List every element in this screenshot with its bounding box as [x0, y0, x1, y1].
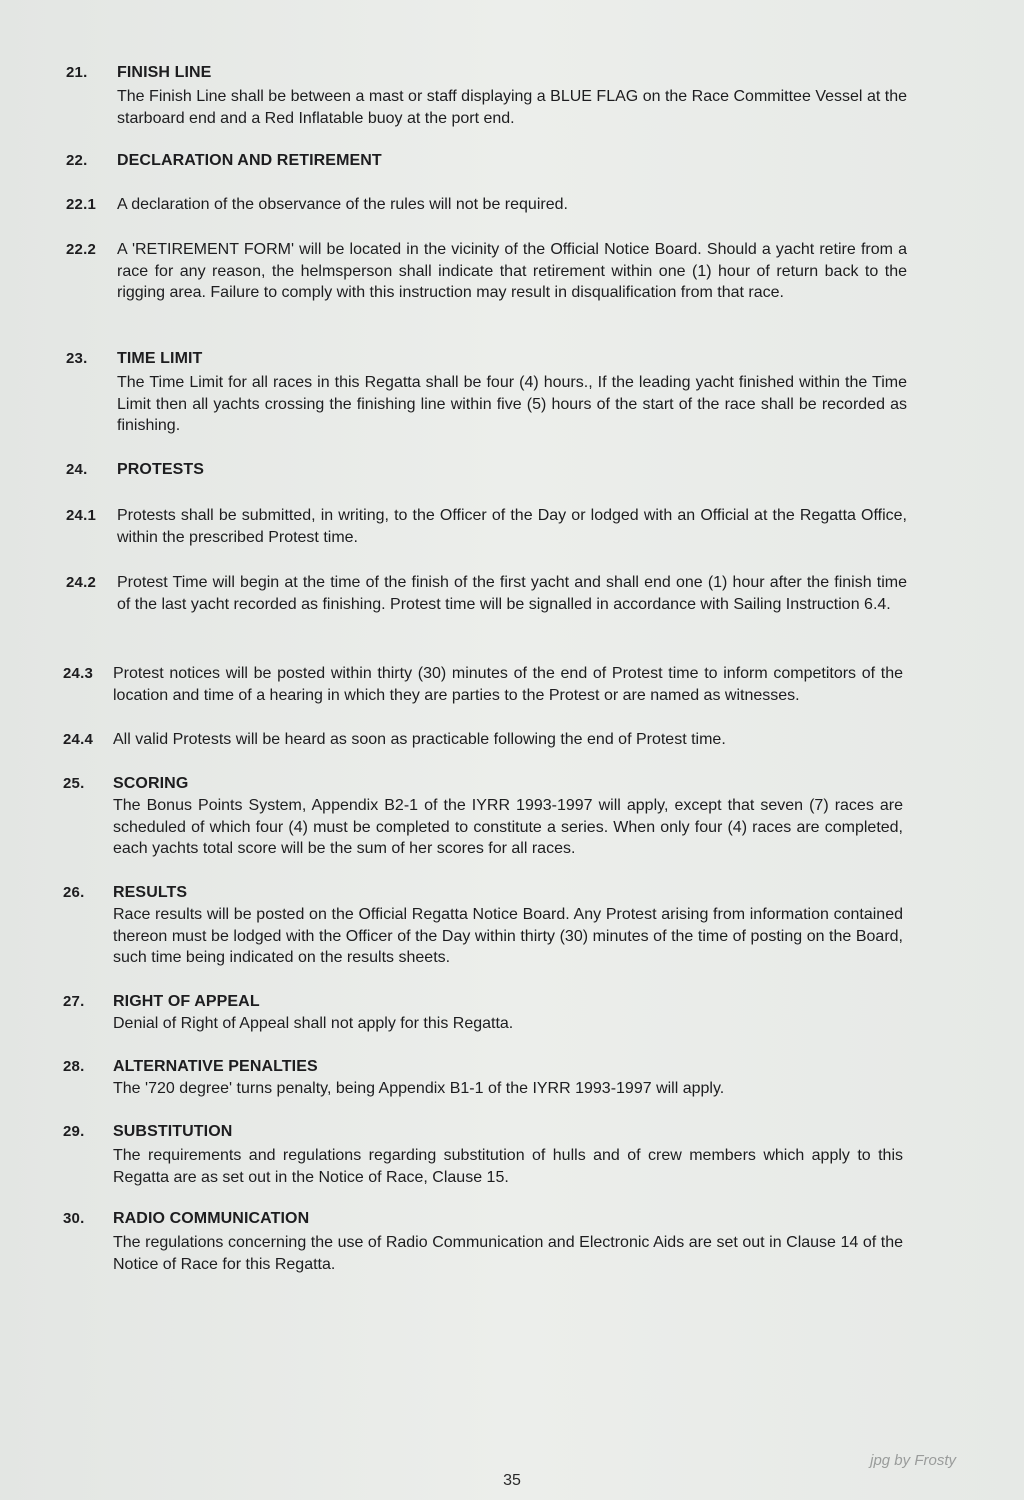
section-text: Race results will be posted on the Official Regatta Notice Board. Any Protest arising from information contained thereon must be lodged with the Officer of the Day within thirty (30) minutes of the time of posting on the Board, such time being indicated on the results sheets. [113, 906, 903, 966]
section-heading: DECLARATION AND RETIREMENT [117, 152, 382, 169]
section-text: A 'RETIREMENT FORM' will be located in the vicinity of the Official Notice Board. Should a yacht retire from a race for any reason, the helmsperson shall indicate that retirement within one (1) hour of return back to the rigging area. Failure to comply with this instruction may result in disqualification from that race. [117, 241, 907, 301]
section-number: 24.2 [66, 574, 96, 591]
section-text: Denial of Right of Appeal shall not apply for this Regatta. [113, 1015, 514, 1032]
section-heading: RESULTS [113, 884, 188, 901]
section-number: 24.1 [66, 507, 96, 524]
section-heading: SUBSTITUTION [113, 1123, 233, 1140]
section-number: 22.1 [66, 196, 96, 213]
section-number: 28. [63, 1058, 85, 1075]
section-text: The regulations concerning the use of Radio Communication and Electronic Aids are set out in Clause 14 of the Notice of Race for this Regatta. [113, 1234, 903, 1273]
section-text: A declaration of the observance of the rules will not be required. [117, 196, 568, 213]
section-number: 24.3 [63, 665, 93, 682]
section-text: The Time Limit for all races in this Regatta shall be four (4) hours., If the leading yacht finished within the Time Limit then all yachts crossing the finishing line within five (5) hours of the start of the race shall be recorded as finishing. [117, 374, 907, 434]
section-number: 22. [66, 152, 88, 169]
section-text: Protest notices will be posted within thirty (30) minutes of the end of Protest time to inform competitors of the location and time of a hearing in which they are parties to the Protest or are named as witnesses. [113, 665, 903, 704]
section-heading: SCORING [113, 775, 189, 792]
section-number: 26. [63, 884, 85, 901]
section-number: 21. [66, 64, 88, 81]
section-number: 30. [63, 1210, 85, 1227]
section-number: 27. [63, 993, 85, 1010]
section-heading: RADIO COMMUNICATION [113, 1210, 310, 1227]
section-heading: ALTERNATIVE PENALTIES [113, 1058, 318, 1075]
watermark-text: jpg by Frosty [870, 1452, 956, 1469]
section-number: 24. [66, 461, 88, 478]
section-heading: RIGHT OF APPEAL [113, 993, 260, 1010]
section-text: The Bonus Points System, Appendix B2-1 of the IYRR 1993-1997 will apply, except that seven (7) races are scheduled of which four (4) must be completed to constitute a series. When only four (4) races are completed, each yachts total score will be the sum of her scores for all races. [113, 797, 903, 857]
section-number: 29. [63, 1123, 85, 1140]
page-number: 35 [503, 1472, 521, 1489]
section-text: Protests shall be submitted, in writing, to the Officer of the Day or lodged with an Official at the Regatta Office, within the prescribed Protest time. [117, 507, 907, 546]
section-number: 24.4 [63, 731, 93, 748]
section-heading: FINISH LINE [117, 64, 212, 81]
section-heading: TIME LIMIT [117, 350, 203, 367]
section-number: 22.2 [66, 241, 96, 258]
section-text: All valid Protests will be heard as soon as practicable following the end of Protest time. [113, 731, 726, 748]
section-text: The requirements and regulations regarding substitution of hulls and of crew members which apply to this Regatta are as set out in the Notice of Race, Clause 15. [113, 1147, 903, 1186]
section-text: The Finish Line shall be between a mast or staff displaying a BLUE FLAG on the Race Committee Vessel at the starboard end and a Red Inflatable buoy at the port end. [117, 88, 907, 127]
section-heading: PROTESTS [117, 461, 205, 478]
section-text: The '720 degree' turns penalty, being Appendix B1-1 of the IYRR 1993-1997 will apply. [113, 1080, 725, 1097]
section-number: 25. [63, 775, 85, 792]
section-number: 23. [66, 350, 88, 367]
section-text: Protest Time will begin at the time of the finish of the first yacht and shall end one (1) hour after the finish time of the last yacht recorded as finishing. Protest time will be signalled in accordance with Sailing Instruction 6.4. [117, 574, 907, 613]
